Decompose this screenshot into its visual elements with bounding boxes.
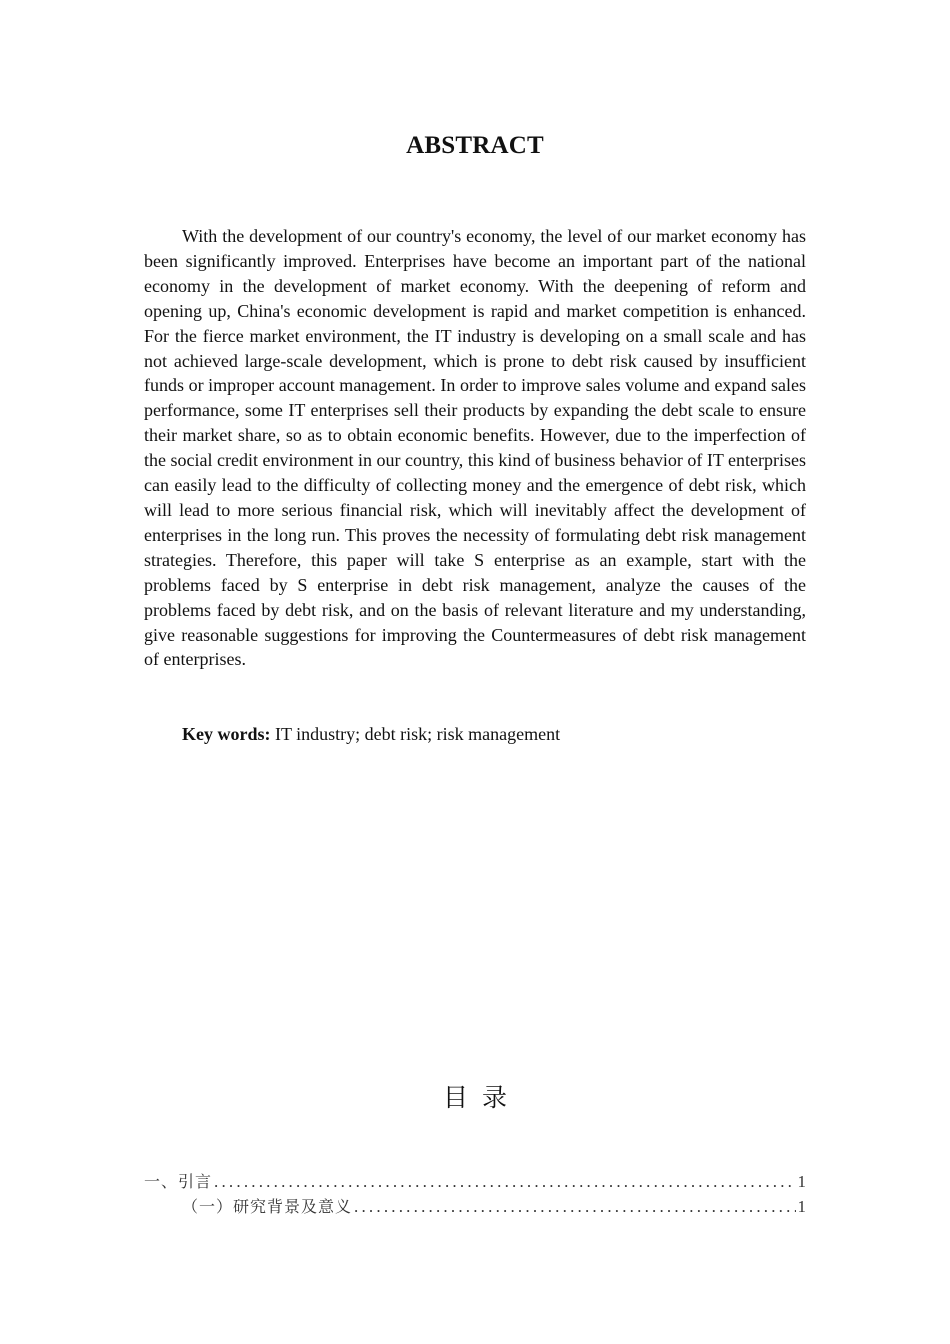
keywords-text: IT industry; debt risk; risk management xyxy=(270,724,561,744)
toc-entry[interactable] xyxy=(182,1195,806,1219)
keywords-line xyxy=(182,722,806,746)
toc-dot-leader xyxy=(214,1170,795,1194)
toc-entry-page: 1 xyxy=(797,1172,806,1191)
toc-entry-page: 1 xyxy=(797,1197,806,1216)
abstract-body: With the development of our country's economy, the level of our market economy has been significantly improved. Enterprises have become an important part of the national economy in the development of market economy. With the deepening of reform and opening up, China's economic development is rapid and market competition is enhanced. For the fierce market environment, the IT industry is developing on a small scale and has not achieved large-scale development, which is prone to debt risk caused by insufficient funds or improper account management. In order to improve sales volume and expand sales performance, some IT enterprises sell their products by expanding the debt scale to ensure their market share, so as to obtain economic benefits. However, due to the imperfection of the social credit environment in our country, this kind of business behavior of IT enterprises can easily lead to the difficulty of collecting money and the emergence of debt risk, which will lead to more serious financial risk, which will inevitably affect the development of enterprises in the long run. This proves the necessity of formulating debt risk management strategies. Therefore, this paper will take S enterprise as an example, start with the problems faced by S enterprise in debt risk management, analyze the causes of the problems faced by debt risk, and on the basis of relevant literature and my understanding, give reasonable suggestions for improving the Countermeasures of debt risk management of enterprises. xyxy=(144,226,806,670)
toc-entry-text: （一）研究背景及意义 xyxy=(182,1197,353,1216)
toc-entry-text: 一、引言 xyxy=(144,1172,213,1191)
toc-title: 目录 xyxy=(442,1083,521,1112)
toc-entry[interactable] xyxy=(144,1170,806,1194)
toc-dot-leader xyxy=(354,1195,795,1219)
keywords-label: Key words: xyxy=(182,724,271,744)
abstract-title: ABSTRACT xyxy=(406,132,544,159)
